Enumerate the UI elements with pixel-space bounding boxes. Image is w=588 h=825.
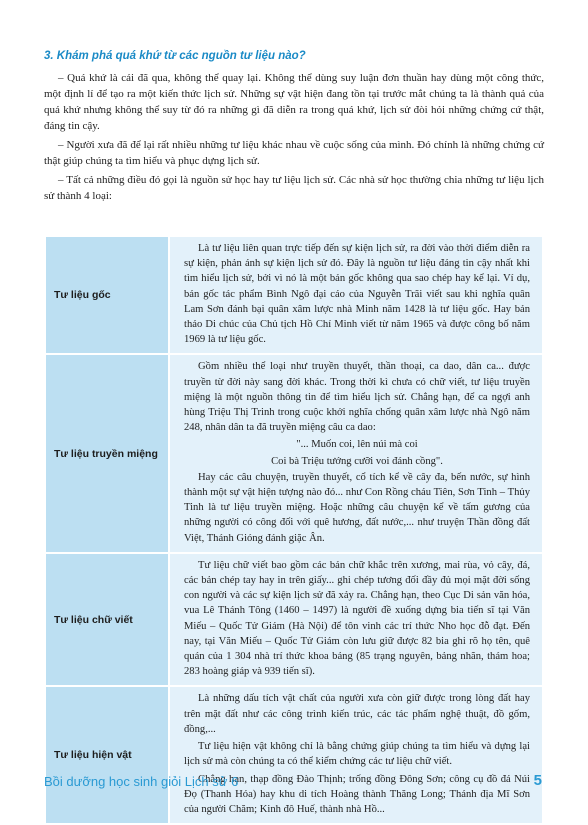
intro-paragraph: – Quá khứ là cái đã qua, không thể quay lại. Không thể dùng suy luận đơn thuần hay dùng một công thức, một định lí để tạo ra một kiến thức lịch sử. Những sự vật hiện đang tồn tại trước mắt chúng ta là thành quả của quá khứ nhưng không thể suy từ đó ra những gì đã diễn ra trong quá khứ, lịch sử đòi hỏi những chứng cứ thật, đáng tin cậy.: [44, 72, 544, 132]
row-label: Tư liệu chữ viết: [45, 553, 169, 687]
row-content: [169, 354, 543, 552]
row-label: Tư liệu gốc: [45, 236, 169, 354]
footer-book-title: Bồi dưỡng học sinh giỏi Lịch sử 6: [44, 774, 239, 789]
section-heading: 3. Khám phá quá khứ từ các nguồn tư liệu nào?: [44, 50, 306, 62]
intro-text: [44, 70, 544, 207]
table-row: [45, 686, 543, 824]
row-content: [169, 553, 543, 687]
row-paragraph: Gồm nhiều thể loại như truyền thuyết, thần thoại, ca dao, dân ca... được truyền từ đời này sang đời khác. Trong thời kì chưa có chữ viết, tư liệu truyền miệng là một nguồn thông tin để tìm hiểu lịch sử. Chẳng hạn, để ca ngợi anh hùng Triệu Thị Trinh trong cuộc khởi nghĩa chống quân xâm lược nhà Ngô năm 248, nhân dân ta đã truyền miệng câu ca dao:: [184, 361, 530, 434]
row-paragraph: Là tư liệu liên quan trực tiếp đến sự kiện lịch sử, ra đời vào thời điểm diễn ra sự kiện, phản ánh sự kiện lịch sử đó. Đây là nguồn tư liệu đáng tin cậy nhất khi tìm hiểu lịch sử, bởi vì nó là một bản gốc không qua sao chép hay kể lại. Ví dụ, bản gốc tác phẩm Bình Ngô đại cáo của Nguyễn Trãi viết sau khi nghĩa quân Lam Sơn đánh bại quân xâm lược nhà Minh năm 1428 là tư liệu gốc. Hay bản thảo Di chúc của Chủ tịch Hồ Chí Minh viết từ năm 1965 và được công bố năm 1969 là tư liệu gốc.: [184, 243, 530, 346]
row-content: [169, 686, 543, 824]
verse-line: "... Muốn coi, lên núi mà coi: [296, 439, 418, 451]
verse-line: Coi bà Triệu tướng cưỡi voi đánh cồng".: [271, 455, 443, 467]
source-types-table: [44, 235, 544, 825]
row-label: Tư liệu hiện vật: [45, 686, 169, 824]
row-paragraph: Là những dấu tích vật chất của người xưa còn giữ được trong lòng đất hay trên mặt đất như các công trình kiến trúc, các tác phẩm nghệ thuật, đồ gốm, đồng,...: [184, 693, 530, 735]
row-label: Tư liệu truyền miệng: [45, 354, 169, 552]
table-row: [45, 354, 543, 552]
intro-paragraph: – Tất cả những điều đó gọi là nguồn sử học hay tư liệu lịch sử. Các nhà sử học thường chia những tư liệu lịch sử thành 4 loại:: [44, 174, 544, 202]
page-number: 5: [533, 772, 542, 789]
row-paragraph: Hay các câu chuyện, truyền thuyết, cổ tích kể về cây đa, bến nước, sự hình thành một sự vật hiện tượng nào đó... như Con Rồng cháu Tiên, Sơn Tinh – Thủy Tinh là tư liệu truyền miệng. Hoặc những câu chuyện kể về tấm gương của những người có công đối với quê hương, đất nước,... như truyện Thần đồng đất Việt, Thánh Gióng đánh giặc Ân.: [184, 471, 530, 544]
table-row: [45, 553, 543, 687]
table-row: [45, 236, 543, 354]
row-paragraph: Tư liệu hiện vật không chỉ là bằng chứng giúp chúng ta tìm hiểu và dựng lại lịch sử mà còn chúng ta có thể kiểm chứng các tư liệu chữ viết.: [184, 741, 530, 768]
row-paragraph: Chẳng hạn, thạp đồng Đào Thịnh; trống đồng Đông Sơn; công cụ đồ đá Núi Đọ (Thanh Hóa) hay khu di tích Hoàng thành Thăng Long; Thánh địa Mĩ Sơn của người Chăm; Kinh đô Huế, thành nhà Hồ...: [184, 773, 530, 815]
row-paragraph: Tư liệu chữ viết bao gồm các bản chữ khắc trên xương, mai rùa, vỏ cây, đá, các bản chép tay hay in trên giấy... ghi chép tương đối đầy đủ mọi mặt đời sống con người và các sự kiện lịch sử đã xảy ra. Chẳng hạn, theo Cục Di sản văn hóa, vua Lê Thánh Tông (1460 – 1497) là người đề xuống dựng bia tiến sĩ tại Văn Miếu – Quốc Tử Giám (Hà Nội) để tôn vinh các trí thức Nho học đỗ đạt. Đến nay, tại Văn Miếu – Quốc Tử Giám còn lưu giữ được 82 bia ghi rõ họ tên, quê quán của 1 304 nhà trí thức khoa bảng (85 trạng nguyên, bảng nhãn, thám hoa; 283 hoàng giáp và 939 tiến sĩ).: [184, 559, 530, 678]
intro-paragraph: – Người xưa đã để lại rất nhiều những tư liệu khác nhau về cuộc sống của mình. Đó chính là những chứng cứ thật giúp chúng ta tìm hiểu và phục dựng lịch sử.: [44, 139, 544, 167]
row-content: [169, 236, 543, 354]
